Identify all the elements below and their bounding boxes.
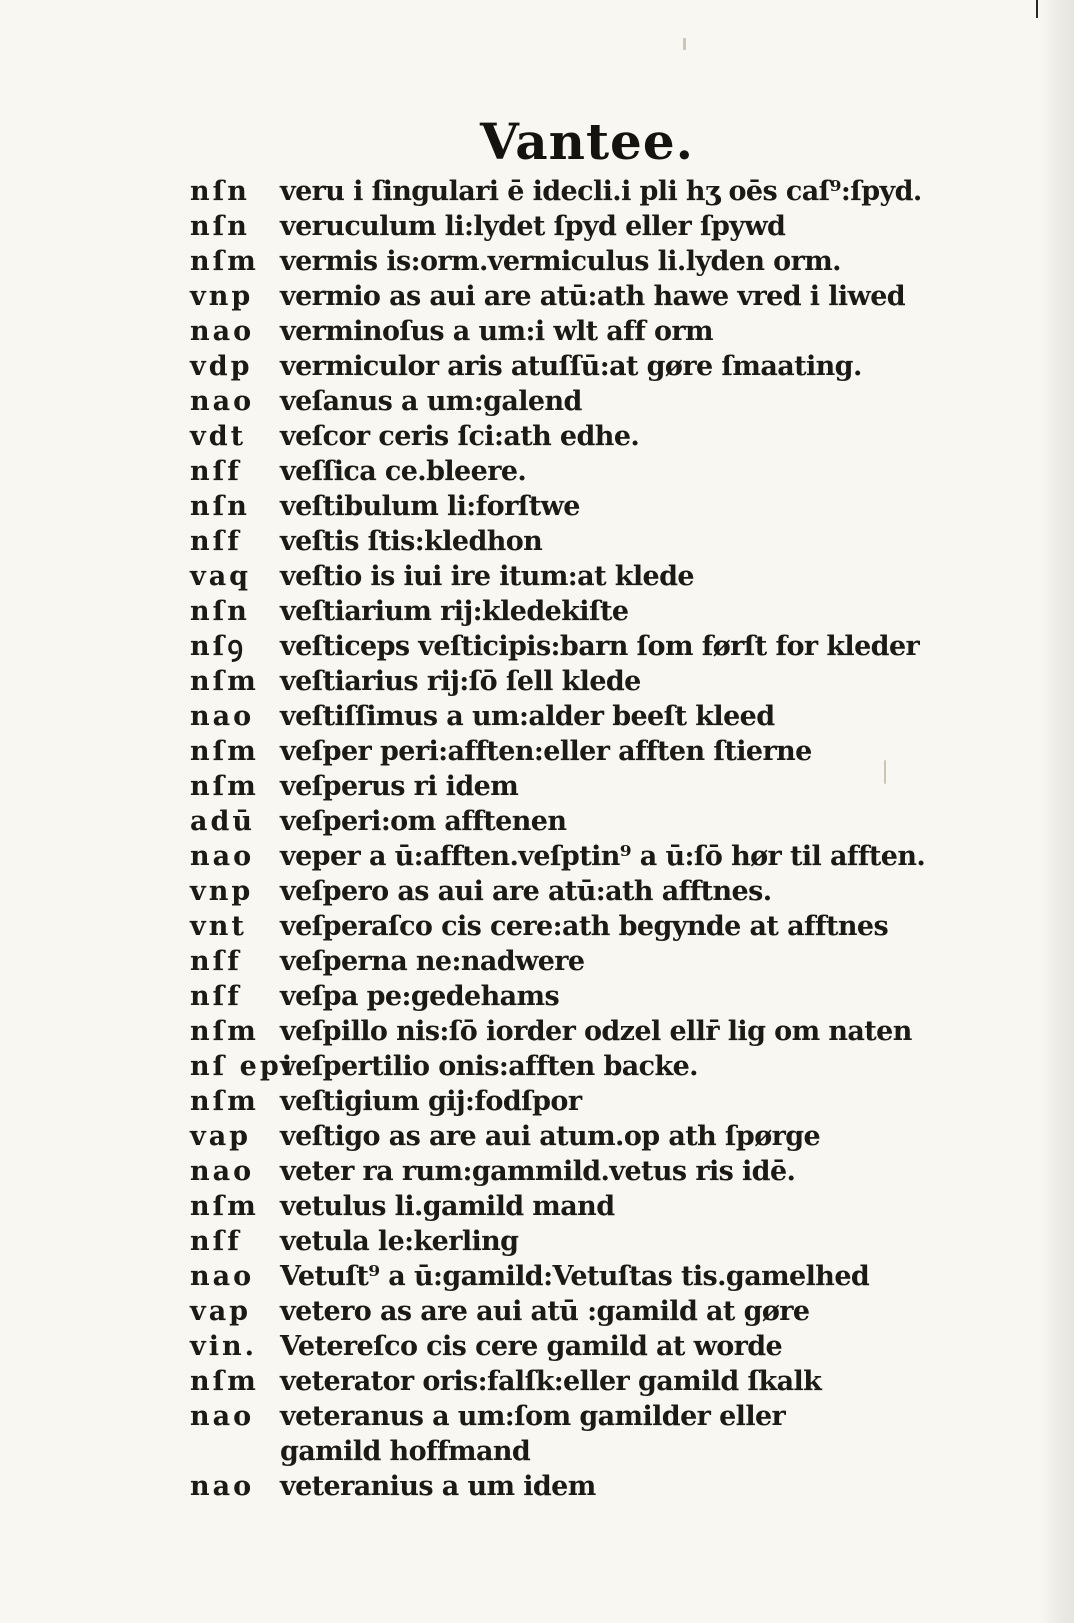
entry-grammar-code: nao — [190, 1401, 255, 1432]
entry-definition: veruculum li:lydet ſpyd eller ſpywd — [280, 211, 786, 242]
dictionary-entry — [190, 1399, 970, 1434]
dictionary-entry — [190, 1154, 970, 1189]
entry-grammar-code: nſf — [190, 526, 242, 557]
entry-grammar-code: nſꝯ — [190, 631, 247, 662]
entry-grammar-code: nſm — [190, 666, 259, 697]
entry-definition: veſperaſco cis cere:ath begynde at afftnes — [280, 911, 889, 942]
dictionary-entry — [190, 384, 970, 419]
dictionary-entry — [190, 699, 970, 734]
entry-definition: vermis is:orm.vermiculus li.lyden orm. — [280, 246, 841, 277]
entry-grammar-code: nſn — [190, 176, 250, 207]
entry-grammar-code: vap — [190, 1121, 252, 1152]
entry-definition: vetula le:kerling — [280, 1226, 519, 1257]
entry-grammar-code: vaq — [190, 561, 252, 592]
dictionary-entry — [190, 909, 970, 944]
entry-grammar-code: nſm — [190, 1016, 259, 1047]
dictionary-entry — [190, 944, 970, 979]
entry-definition: veter ra rum:gammild.vetus ris idē. — [280, 1156, 796, 1187]
dictionary-entry — [190, 174, 970, 209]
entry-definition: veſtiarius rij:ſō ſell klede — [280, 666, 641, 697]
entry-grammar-code: nſm — [190, 1191, 259, 1222]
entry-grammar-code: nſn — [190, 596, 250, 627]
dictionary-entry — [190, 1189, 970, 1224]
dictionary-entry — [190, 839, 970, 874]
entry-grammar-code: nao — [190, 1261, 255, 1292]
entry-definition: veru i ſingulari ē idecli.i pli hʒ oēs caſ⁹:ſpyd. — [280, 176, 922, 207]
entry-definition: veſperi:om afftenen — [280, 806, 567, 837]
entry-definition: veper a ū:afften.veſptin⁹ a ū:ſō hør til afften. — [280, 841, 926, 872]
entry-grammar-code: nao — [190, 386, 255, 417]
entry-definition: vetulus li.gamild mand — [280, 1191, 615, 1222]
entry-grammar-code: vap — [190, 1296, 252, 1327]
dictionary-entry — [190, 1014, 970, 1049]
entry-grammar-code: nſm — [190, 736, 259, 767]
entry-definition: veſpertilio onis:afften backe. — [280, 1051, 698, 1082]
entry-grammar-code: vdt — [190, 421, 247, 452]
entry-definition: veſpillo nis:ſō iorder odzel ellr̄ lig om naten — [280, 1016, 912, 1047]
entry-grammar-code: nſn — [190, 211, 250, 242]
page-heading: Vantee. — [480, 112, 695, 171]
dictionary-entry — [190, 314, 970, 349]
entry-definition: vermio as aui are atū:ath hawe vred i liwed — [280, 281, 906, 312]
entry-grammar-code: nſn — [190, 491, 250, 522]
entry-definition: veſperna ne:nadwere — [280, 946, 585, 977]
entry-definition: veſtigium gij:fodſpor — [280, 1086, 582, 1117]
entry-definition: veſcor ceris ſci:ath edhe. — [280, 421, 640, 452]
entry-definition: veſtigo as are aui atum.op ath ſpørge — [280, 1121, 821, 1152]
dictionary-entry-list — [190, 174, 970, 1504]
page-edge-mark — [1036, 0, 1038, 18]
dictionary-entry — [190, 769, 970, 804]
entry-grammar-code: vnt — [190, 911, 247, 942]
entry-definition: vetero as are aui atū :gamild at gøre — [280, 1296, 810, 1327]
dictionary-entry — [190, 1084, 970, 1119]
entry-grammar-code: adū — [190, 806, 256, 837]
dictionary-entry — [190, 1049, 970, 1084]
entry-grammar-code: nſf — [190, 981, 242, 1012]
entry-definition: Vetereſco cis cere gamild at worde — [280, 1331, 783, 1362]
entry-grammar-code: vdp — [190, 351, 253, 382]
entry-definition: veſtiarium rij:kledekiſte — [280, 596, 629, 627]
dictionary-entry — [190, 454, 970, 489]
dictionary-entry — [190, 874, 970, 909]
dictionary-entry — [190, 209, 970, 244]
dictionary-entry — [190, 489, 970, 524]
dictionary-entry — [190, 1329, 970, 1364]
entry-grammar-code: nſm — [190, 771, 259, 802]
entry-grammar-code: nſm — [190, 1366, 259, 1397]
dictionary-entry — [190, 979, 970, 1014]
entry-definition: Vetuſt⁹ a ū:gamild:Vetuſtas tis.gamelhed — [280, 1261, 870, 1292]
entry-definition: veteranus a um:ſom gamilder eller — [280, 1401, 786, 1432]
dictionary-entry — [190, 1294, 970, 1329]
dictionary-entry — [190, 559, 970, 594]
entry-grammar-code: vin. — [190, 1331, 257, 1362]
dictionary-entry — [190, 664, 970, 699]
dictionary-entry — [190, 1119, 970, 1154]
entry-grammar-code: nſf — [190, 946, 242, 977]
entry-definition: veſper peri:afften:eller afften ſtierne — [280, 736, 812, 767]
dictionary-entry — [190, 804, 970, 839]
entry-definition: vermiculor aris atuſſū:at gøre ſmaating. — [280, 351, 862, 382]
entry-grammar-code: nſf — [190, 456, 242, 487]
entry-definition: veſperus ri idem — [280, 771, 519, 802]
entry-grammar-code: nſ epi. — [190, 1051, 308, 1082]
entry-definition: veterator oris:falſk:eller gamild ſkalk — [280, 1366, 822, 1397]
page-edge-shadow — [1040, 0, 1074, 1623]
entry-definition: veſanus a um:galend — [280, 386, 582, 417]
entry-grammar-code: nao — [190, 1156, 255, 1187]
entry-definition: veteranius a um idem — [280, 1471, 596, 1502]
dictionary-entry — [190, 524, 970, 559]
entry-definition: veſtio is iui ire itum:at klede — [280, 561, 694, 592]
entry-definition: veſticeps veſticipis:barn ſom førſt for kleder — [280, 631, 920, 662]
entry-grammar-code: nſm — [190, 246, 259, 277]
entry-definition: veſpero as aui are atū:ath afftnes. — [280, 876, 772, 907]
dictionary-entry — [190, 1224, 970, 1259]
dictionary-entry — [190, 349, 970, 384]
entry-grammar-code: vnp — [190, 876, 254, 907]
entry-grammar-code: nſf — [190, 1226, 242, 1257]
dictionary-entry — [190, 244, 970, 279]
dictionary-entry — [190, 419, 970, 454]
entry-definition: gamild hoffmand — [280, 1436, 531, 1467]
dictionary-entry — [190, 1364, 970, 1399]
entry-grammar-code: vnp — [190, 281, 254, 312]
entry-grammar-code: nao — [190, 316, 255, 347]
entry-definition: veſtibulum li:forſtwe — [280, 491, 580, 522]
dictionary-entry — [190, 279, 970, 314]
entry-grammar-code: nao — [190, 841, 255, 872]
entry-definition: veſpa pe:gedehams — [280, 981, 560, 1012]
entry-definition: veſſica ce.bleere. — [280, 456, 527, 487]
dictionary-entry — [190, 1434, 970, 1469]
entry-definition: veſtis ſtis:kledhon — [280, 526, 543, 557]
entry-grammar-code: nſm — [190, 1086, 259, 1117]
dictionary-entry — [190, 594, 970, 629]
entry-grammar-code: nao — [190, 1471, 255, 1502]
dictionary-entry — [190, 734, 970, 769]
entry-definition: verminoſus a um:i wlt aff orm — [280, 316, 714, 347]
entry-definition: veſtiſſimus a um:alder beeſt kleed — [280, 701, 775, 732]
dictionary-entry — [190, 1469, 970, 1504]
entry-grammar-code: nao — [190, 701, 255, 732]
paper-speck — [683, 38, 686, 50]
dictionary-entry — [190, 1259, 970, 1294]
dictionary-entry — [190, 629, 970, 664]
